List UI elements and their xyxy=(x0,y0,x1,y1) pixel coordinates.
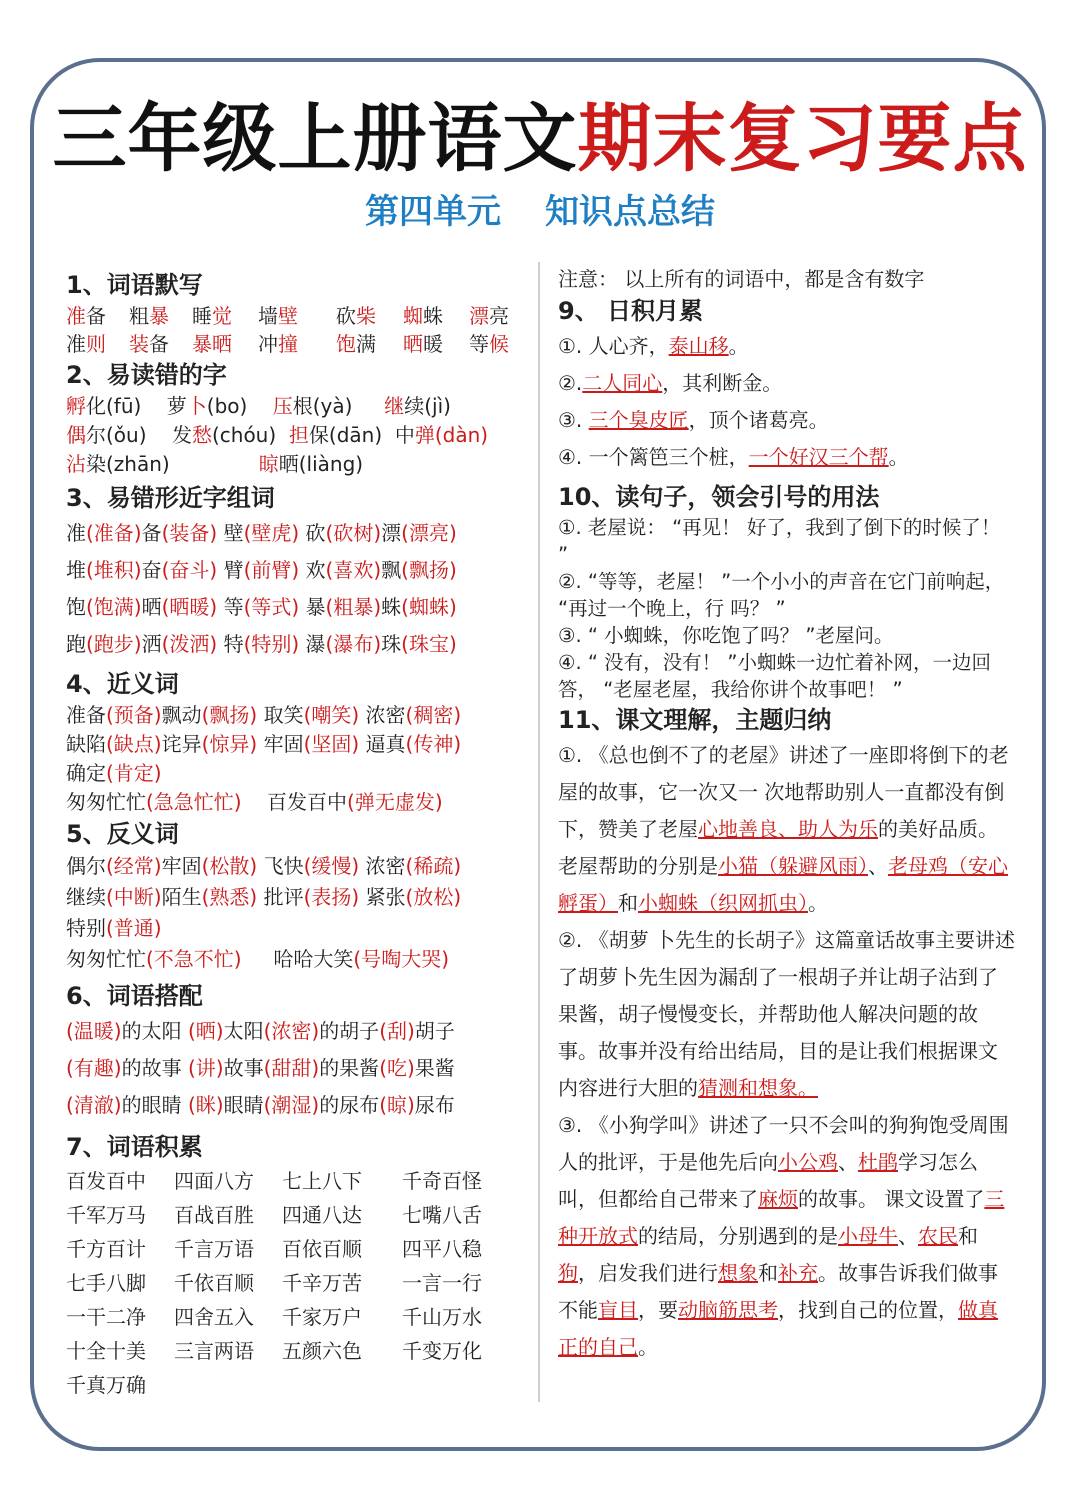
dictation-word: 装备 xyxy=(129,332,169,356)
collocation-row: (有趣)的故事 (讲)故事(甜甜)的果酱(吃)果酱 xyxy=(66,1056,455,1080)
dictation-word: 等候 xyxy=(469,332,509,356)
idiom: 一干二净 xyxy=(66,1305,146,1329)
idiom: 七手八脚 xyxy=(66,1271,146,1295)
proverb-list xyxy=(558,328,1016,476)
idiom: 四平八稳 xyxy=(402,1237,482,1261)
idiom: 千依百顺 xyxy=(174,1271,254,1295)
section-11-title: 11、课文理解，主题归纳 xyxy=(558,706,832,734)
idiom: 千奇百怪 xyxy=(402,1169,482,1193)
idiom: 千言万语 xyxy=(174,1237,254,1261)
idiom: 百发百中 xyxy=(66,1169,146,1193)
similar-char-row: 饱(饱满)晒(晒暖) 等(等式) 暴(粗暴)蛛(蜘蛛) xyxy=(66,595,457,619)
title-red: 期末复习要点 xyxy=(577,96,1028,182)
synonym-row: 匆匆忙忙(急急忙忙) 百发百中(弹无虚发) xyxy=(66,790,443,814)
column-divider xyxy=(538,262,540,1402)
collocation-row: (温暖)的太阳 (晒)太阳(浓密)的胡子(刮)胡子 xyxy=(66,1019,455,1043)
dictation-word: 准备 xyxy=(66,304,106,328)
section-3-title: 3、易错形近字组词 xyxy=(66,484,275,512)
quote-item: ②. “等等，老屋！ ”一个小小的声音在它门前响起， “再过一个晚上，行 吗？ ” xyxy=(558,570,1005,620)
idiom: 七嘴八舌 xyxy=(402,1203,482,1227)
dictation-word: 晒暖 xyxy=(403,332,443,356)
summary-paragraph: ③. 《小狗学叫》讲述了一只不会叫的狗狗饱受周围人的批评，于是他先后向小公鸡、杜鹃学习怎么叫，但都给自己带来了麻烦的故事。 课文设置了三种开放式的结局，分别遇到的是小母牛、农民和狗，启发我们进行想象和补充。故事告诉我们做事不能盲目，要动脑筋思考，找到自己的位置，做真正的自己。 xyxy=(558,1113,1009,1359)
idiom: 百战百胜 xyxy=(174,1203,254,1227)
collocation-row: (清澈)的眼睛 (眯)眼睛(潮湿)的尿布(晾)尿布 xyxy=(66,1093,455,1117)
page-subtitle xyxy=(0,184,1080,233)
summary-paragraph: ②. 《胡萝 卜先生的长胡子》这篇童话故事主要讲述了胡萝卜先生因为漏刮了一根胡子并让胡子沾到了果酱，胡子慢慢变长，并帮助他人解决问题的故 事。故事并没有给出结局，目的是让我们根据课文内容进行大胆的猜测和想象。 xyxy=(558,928,1016,1100)
similar-char-list xyxy=(66,515,528,663)
similar-char-row: 跑(跑步)洒(泼洒) 特(特别) 瀑(瀑布)珠(珠宝) xyxy=(66,632,457,656)
dictation-word: 准则 xyxy=(66,332,106,356)
synonym-row: 缺陷(缺点)诧异(惊异) 牢固(坚固) 逼真(传神) xyxy=(66,732,462,756)
dictation-word: 粗暴 xyxy=(129,304,169,328)
section-4-title: 4、近义词 xyxy=(66,670,179,698)
idiom: 五颜六色 xyxy=(282,1339,362,1363)
dictation-word: 蜘蛛 xyxy=(403,304,443,328)
section-2-title: 2、易读错的字 xyxy=(66,361,227,389)
synonym-row: 准备(预备)飘动(飘扬) 取笑(嘲笑) 浓密(稠密) xyxy=(66,703,462,727)
idiom: 一言一行 xyxy=(402,1271,482,1295)
section-9-title: 9、 日积月累 xyxy=(558,297,704,325)
idiom: 三言两语 xyxy=(174,1339,254,1363)
left-column xyxy=(66,268,528,1402)
idiom: 四通八达 xyxy=(282,1203,362,1227)
dictation-word: 暴晒 xyxy=(192,332,232,356)
quote-item: ④. “ 没有，没有！ ”小蜘蛛一边忙着补网，一边回答， “老屋老屋，我给你讲个故事吧！ ” xyxy=(558,651,991,701)
similar-char-row: 准(准备)备(装备) 壁(壁虎) 砍(砍树)漂(漂亮) xyxy=(66,521,457,545)
idiom-grid xyxy=(66,1164,528,1402)
note-text: 注意： 以上所有的词语中，都是含有数字 xyxy=(558,267,925,291)
dictation-word: 饱满 xyxy=(336,332,376,356)
summary-paragraph: ①. 《总也倒不了的老屋》讲述了一座即将倒下的老屋的故事，它一次又一 次地帮助别人一直都没有倒下，赞美了老屋心地善良、助人为乐的美好品质。 老屋帮助的分别是小猫（躲避风雨）、老母鸡（安心孵蛋）和小蜘蛛（织网抓虫）。 xyxy=(558,743,1009,915)
section-1-title: 1、词语默写 xyxy=(66,271,203,299)
idiom: 千山万水 xyxy=(402,1305,482,1329)
antonym-row: 继续(中断)陌生(熟悉) 批评(表扬) 紧张(放松) xyxy=(66,885,462,909)
title-black: 三年级上册语文 xyxy=(52,96,578,182)
synonym-list xyxy=(66,701,528,817)
idiom: 千军万马 xyxy=(66,1203,146,1227)
dictation-word: 墙壁 xyxy=(258,304,298,328)
idiom: 千真万确 xyxy=(66,1373,146,1397)
proverb-item: ③. 三个臭皮匠，顶个诸葛亮。 xyxy=(558,408,829,432)
idiom: 四面八方 xyxy=(174,1169,254,1193)
dictation-word: 砍柴 xyxy=(336,304,376,328)
subtitle-unit: 第四单元 xyxy=(365,192,501,232)
dictation-word: 冲撞 xyxy=(258,332,298,356)
idiom: 十全十美 xyxy=(66,1339,146,1363)
idiom: 四舍五入 xyxy=(174,1305,254,1329)
idiom: 千辛万苦 xyxy=(282,1271,362,1295)
idiom: 千家万户 xyxy=(282,1305,362,1329)
quote-item: ③. “ 小蜘蛛，你吃饱了吗？ ”老屋问。 xyxy=(558,624,894,647)
section-6-title: 6、词语搭配 xyxy=(66,982,203,1010)
dictation-word: 漂亮 xyxy=(469,304,509,328)
proverb-item: ④. 一个篱笆三个桩，一个好汉三个帮。 xyxy=(558,445,909,469)
collocation-list xyxy=(66,1013,528,1124)
pinyin-row: 偶尔(ǒu) 发愁(chóu) 担保(dān) 中弹(dàn) xyxy=(66,423,489,447)
pinyin-row: 沾染(zhān) 晾晒(liàng) xyxy=(66,452,364,476)
section-5-title: 5、反义词 xyxy=(66,820,179,848)
antonym-row: 匆匆忙忙(不急不忙) 哈哈大笑(号啕大哭) xyxy=(66,947,450,971)
idiom: 千变万化 xyxy=(402,1339,482,1363)
right-column xyxy=(558,264,1016,1366)
idiom: 七上八下 xyxy=(282,1169,362,1193)
idiom: 百依百顺 xyxy=(282,1237,362,1261)
synonym-row: 确定(肯定) xyxy=(66,761,162,785)
antonym-list xyxy=(66,851,528,975)
section-10-title: 10、读句子，领会引号的用法 xyxy=(558,483,880,511)
antonym-row: 偶尔(经常)牢固(松散) 飞快(缓慢) 浓密(稀疏) xyxy=(66,854,462,878)
dictation-grid xyxy=(66,302,528,358)
subtitle-summary: 知识点总结 xyxy=(545,192,715,232)
similar-char-row: 堆(堆积)奋(奋斗) 臂(前臂) 欢(喜欢)飘(飘扬) xyxy=(66,558,457,582)
quote-item: ①. 老屋说： “再见！ 好了，我到了倒下的时候了！ ” xyxy=(558,516,1001,566)
pinyin-row: 孵化(fū) 萝卜(bo) 压根(yà) 继续(jì) xyxy=(66,394,451,418)
idiom: 千方百计 xyxy=(66,1237,146,1261)
proverb-item: ②.二人同心，其利断金。 xyxy=(558,371,783,395)
dictation-word: 睡觉 xyxy=(192,304,232,328)
page-title xyxy=(0,80,1080,186)
section-7-title: 7、词语积累 xyxy=(66,1133,203,1161)
proverb-item: ①. 人心齐，泰山移。 xyxy=(558,334,749,358)
antonym-row: 特别(普通) xyxy=(66,916,162,940)
